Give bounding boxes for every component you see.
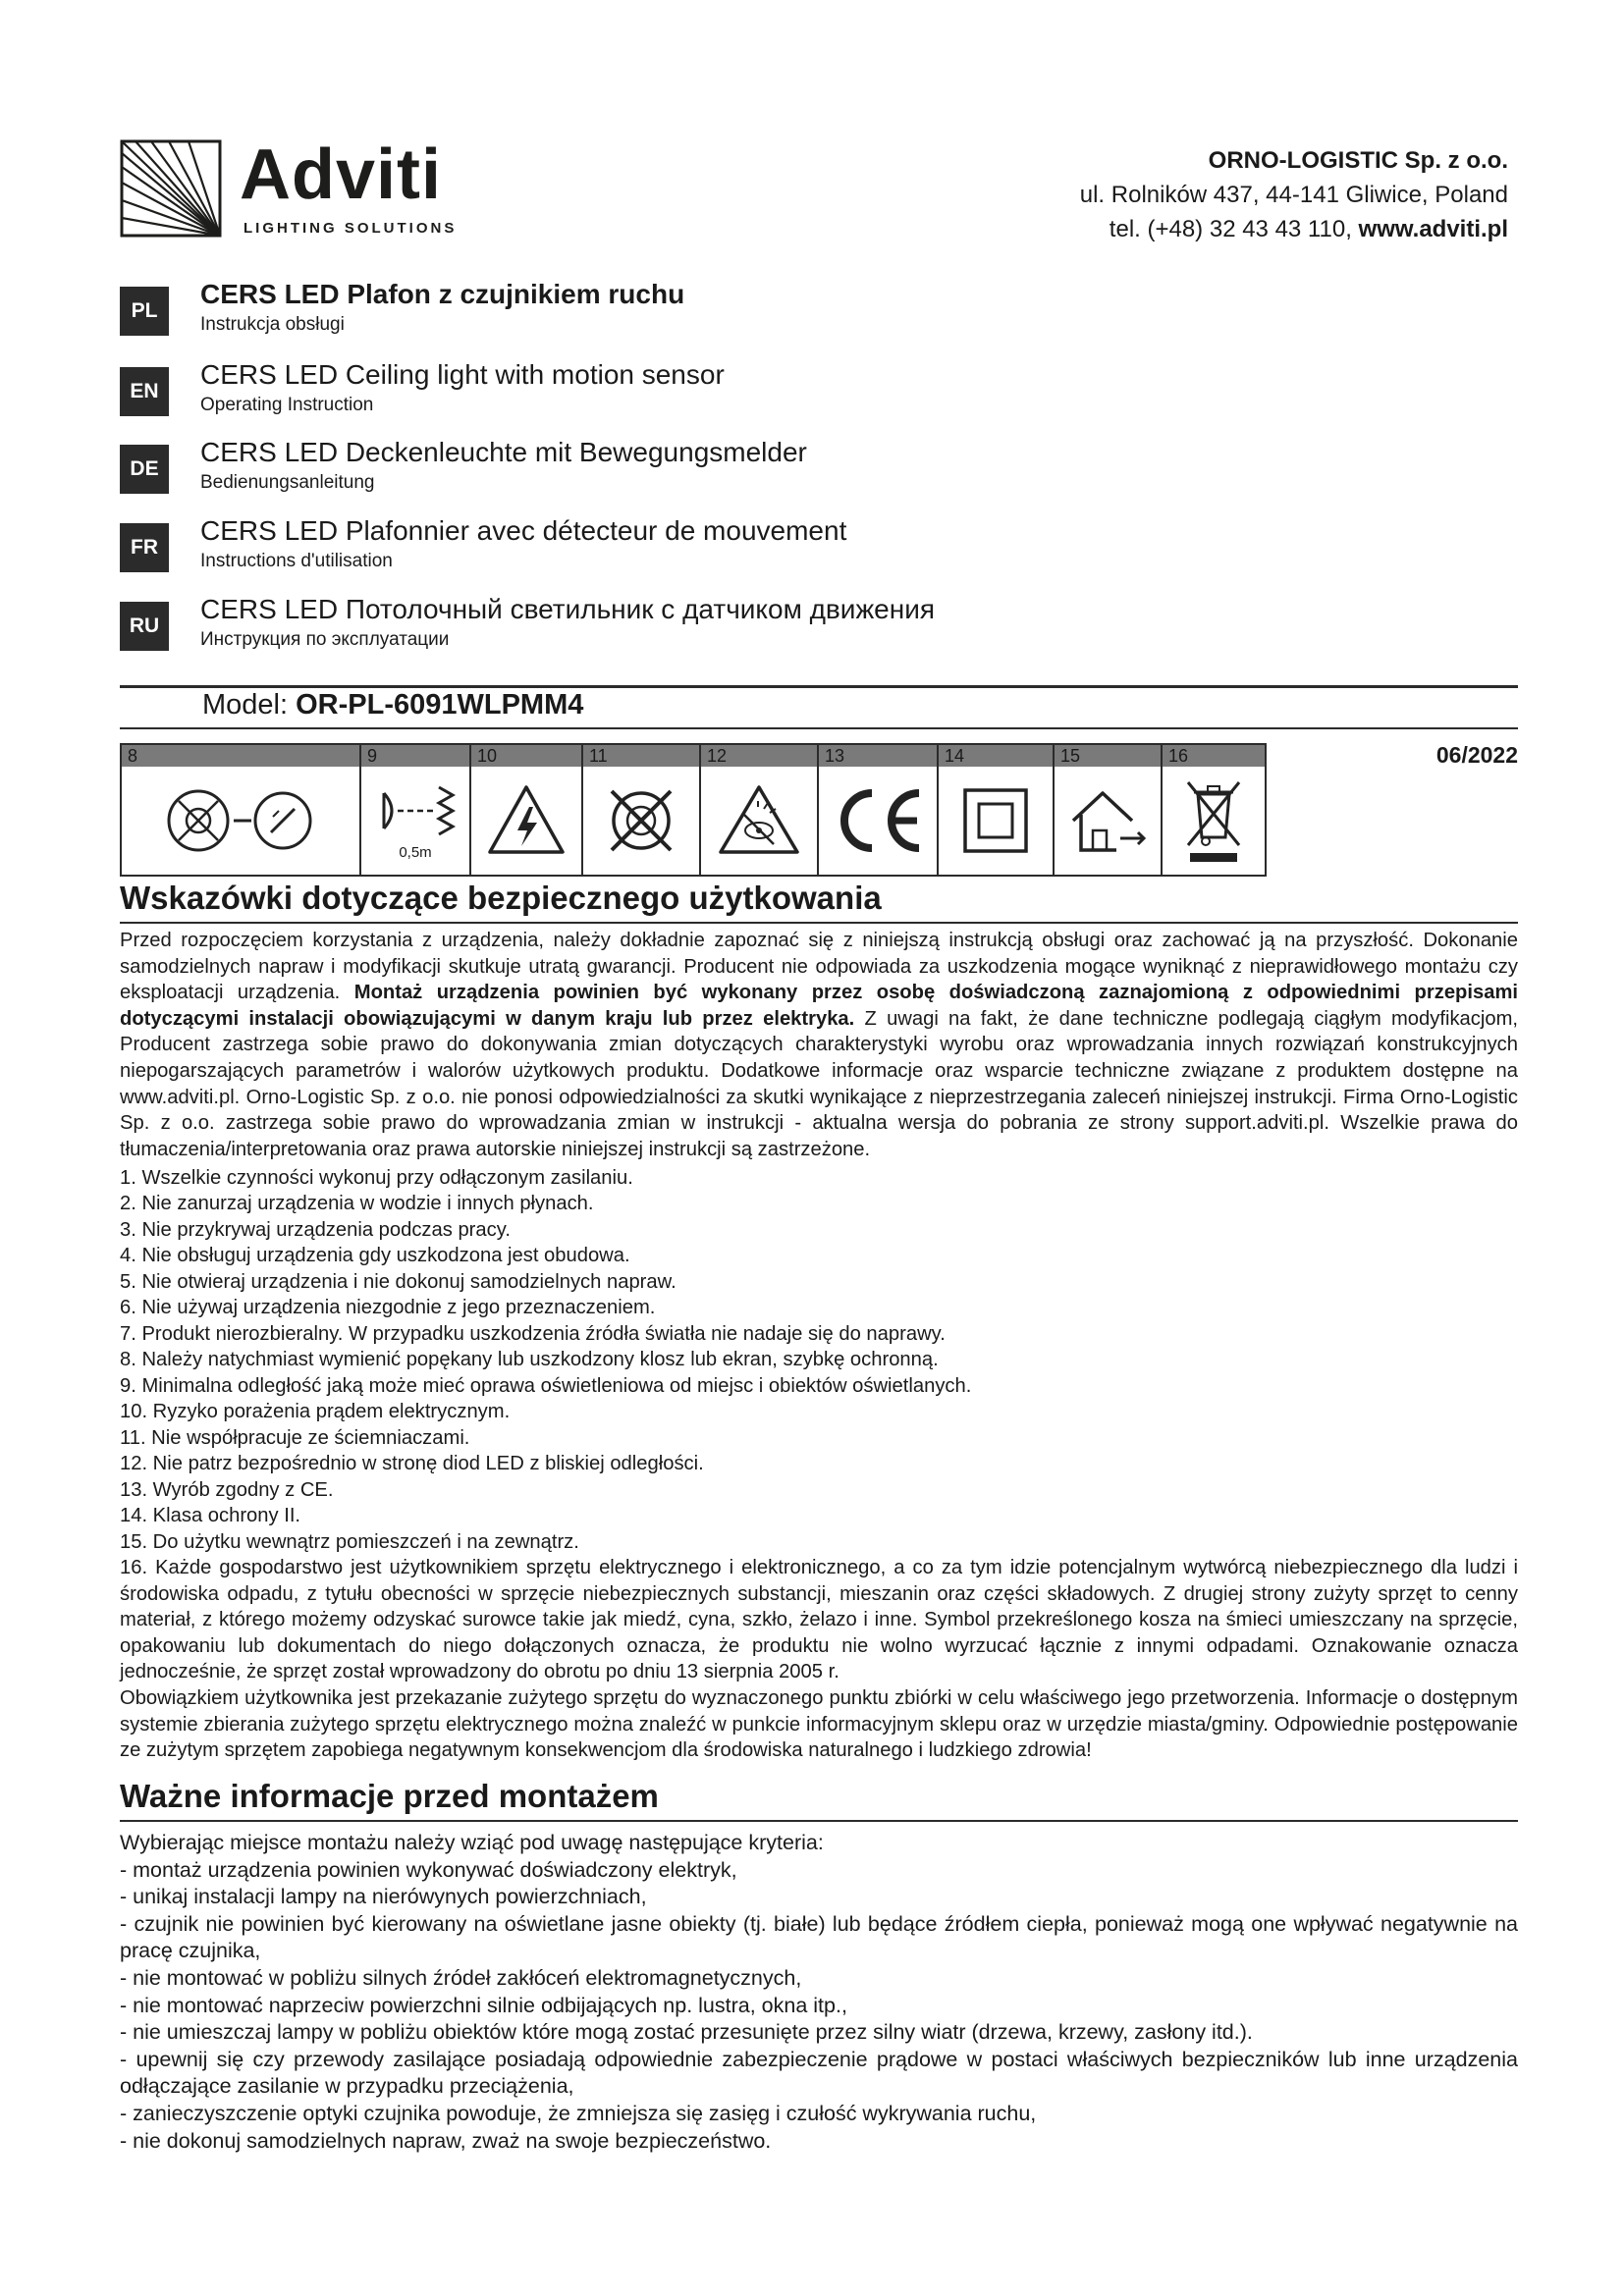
install-item: - unikaj instalacji lampy na nierówynych powierzchniach,: [120, 1885, 647, 1909]
model-label: Model:: [202, 689, 297, 721]
symbol-cell-12: [699, 745, 817, 875]
symbol-cell-10: [469, 745, 581, 875]
divider: [120, 727, 1518, 729]
weee-bin-icon: [1182, 776, 1245, 865]
language-row-ru: [120, 596, 1298, 659]
language-badge: PL: [120, 287, 169, 336]
company-name: ORNO-LOGISTIC Sp. z o.o.: [1208, 147, 1508, 174]
product-subtitle: Operating Instruction: [200, 395, 374, 415]
language-row-pl: [120, 281, 1298, 344]
language-row-en: [120, 361, 1298, 424]
install-intro: Wybierając miejsce montażu należy wziąć pod uwagę następujące kryteria:: [120, 1831, 824, 1854]
product-title: CERS LED Ceiling light with motion sensor: [200, 359, 725, 390]
safety-item-16: 16. Każde gospodarstwo jest użytkownikiem sprzętu elektrycznego i elektronicznego, a co za tym idzie potencjalnym wytwórcą niebezpiecznego dla ludzi i środowiska odpadu, z tytułu obecności w sprzęcie niebezpiecznych substancji, mieszanin oraz części składowych. Z drugiej strony zużyty sprzęt to cenny materiał, z którego możemy odzyskać surowce takie jak miedź, cyna, szkło, żelazo i inne. Symbol przekreślonego kosza na śmieci umieszczany na sprzęcie, opakowaniu lub dokumentach do niego dołączonych oznacza, że produktu nie wolno wyrzucać łącznie z innymi odpadami. Oznakowanie oznacza jednocześnie, że sprzęt został wprowadzony do obrotu po dniu 13 sierpnia 2005 r.: [120, 1557, 1518, 1683]
product-subtitle: Bedienungsanleitung: [200, 472, 375, 493]
symbol-number: 14: [939, 745, 1053, 767]
install-item: - czujnik nie powinien być kierowany na oświetlane jasne obiekty (tj. białe) lub będące źródłem ciepła, ponieważ mogą one wpływać negatywnie na pracę czujnika,: [120, 1911, 1518, 1963]
safety-item: 6. Nie używaj urządzenia niezgodnie z jego przeznaczeniem.: [120, 1297, 656, 1318]
safety-intro-bold: Montaż urządzenia powinien być wykonany przez osobę doświadczoną zaznajomioną z odpowiednimi przepisami dotyczącymi instalacji obowiązującymi w danym kraju lub przez elektryka.: [120, 982, 1518, 1030]
install-item: - upewnij się czy przewody zasilające posiadają odpowiednie zabezpieczenie prądowe w postaci właściwych bezpieczników lub inne urządzenia odłączające zasilanie w przypadku przeciążenia,: [120, 2047, 1518, 2099]
brand-tagline: LIGHTING SOLUTIONS: [244, 220, 458, 237]
product-subtitle: Инструкция по эксплуатации: [200, 629, 450, 650]
product-subtitle: Instrukcja obsługi: [200, 314, 345, 335]
electric-shock-warning-icon: [484, 781, 568, 860]
safety-intro-part2: Z uwagi na fakt, że dane techniczne podlegają ciągłym modyfikacjom, Producent zastrzega sobie prawo do dokonywania zmian dotyczących charakterystyki wyrobu oraz wprowadzania innych rozwiązań konstrukcyjnych niepogarszających parametrów i walorów użytkowych produktu. Dodatkowe informacje oraz wsparcie techniczne związane z produktem dostępne na www.adviti.pl. Orno-Logistic Sp. z o.o. nie ponosi odpowiedzialności za skutki wynikające z nieprzestrzegania zaleceń niniejszej instrukcji. Firma Orno-Logistic Sp. z o.o. zastrzega sobie prawo do wprowadzania zmian w instrukcji - aktualna wersja do pobrania ze strony support.adviti.pl. Wszelkie prawa do tłumaczenia/interpretowania oraz prawa autorskie niniejszej instrukcji są zastrzeżone.: [120, 1007, 1518, 1160]
safety-item: 10. Ryzyko porażenia prądem elektrycznym.: [120, 1401, 511, 1422]
product-title: CERS LED Plafonnier avec détecteur de mouvement: [200, 515, 847, 546]
safety-item: 14. Klasa ochrony II.: [120, 1505, 301, 1526]
safety-item: 12. Nie patrz bezpośrednio w stronę diod LED z bliskiej odległości.: [120, 1453, 704, 1474]
document-date: 06/2022: [1435, 742, 1518, 768]
safety-intro-paragraph: [120, 928, 1518, 1162]
symbol-number: 16: [1163, 745, 1265, 767]
protection-class-ii-icon: [961, 786, 1030, 855]
product-title: CERS LED Deckenleuchte mit Bewegungsmelder: [200, 437, 807, 467]
install-item: - nie montować w pobliżu silnych źródeł zakłóceń elektromagnetycznych,: [120, 1965, 802, 1990]
weee-paragraph: Obowiązkiem użytkownika jest przekazanie zużytego sprzętu do wyznaczonego punktu zbiórki w celu właściwego jego przetworzenia. Informacje o dostępnym systemie zbierania zużytego sprzętu elektrycznego można znaleźć w punkcie informacyjnym sklepu oraz w urzędzie miasta/gminy. Odpowiednie postępowanie ze zużytym sprzętem zapobiega negatywnym konsekwencjom dla środowiska naturalnego i ludzkiego zdrowia!: [120, 1687, 1518, 1762]
safety-item: 15. Do użytku wewnątrz pomieszczeń i na zewnątrz.: [120, 1531, 579, 1553]
symbol-cell-9: [359, 745, 469, 875]
install-item: - nie umieszczaj lampy w pobliżu obiektów które mogą zostać przesunięte przez silny wiatr (drzewa, krzewy, zasłony itd.).: [120, 2020, 1253, 2045]
install-section-title: Ważne informacje przed montażem: [120, 1778, 659, 1814]
language-badge: DE: [120, 445, 169, 494]
symbol-number: 8: [122, 745, 359, 767]
symbol-number: 12: [701, 745, 817, 767]
safety-section-title: Wskazówki dotyczące bezpiecznego użytkowania: [120, 880, 882, 916]
safety-item: 7. Produkt nierozbieralny. W przypadku uszkodzenia źródła światła nie nadaje się do naprawy.: [120, 1323, 946, 1345]
symbol-number: 15: [1055, 745, 1161, 767]
model-number: OR-PL-6091WLPMM4: [296, 689, 584, 721]
ce-mark-icon: [829, 783, 927, 858]
divider: [120, 922, 1518, 924]
symbol-number: 10: [471, 745, 581, 767]
distance-0-5m-icon: [370, 781, 460, 842]
install-item: - nie dokonuj samodzielnych napraw, zważ na swoje bezpieczeństwo.: [120, 2128, 772, 2153]
company-phone: tel. (+48) 32 43 43 110,: [1109, 216, 1359, 242]
symbol-cell-8: [122, 745, 359, 875]
safety-item: 5. Nie otwieraj urządzenia i nie dokonuj samodzielnych napraw.: [120, 1271, 677, 1293]
symbol-cell-11: [581, 745, 699, 875]
symbol-cell-13: [817, 745, 937, 875]
language-badge: FR: [120, 523, 169, 572]
language-badge: RU: [120, 602, 169, 651]
safety-item: 2. Nie zanurzaj urządzenia w wodzie i innych płynach.: [120, 1193, 594, 1214]
indoor-outdoor-use-icon: [1065, 783, 1150, 858]
safety-item: 4. Nie obsługuj urządzenia gdy uszkodzona jest obudowa.: [120, 1245, 630, 1266]
symbol-cell-14: [937, 745, 1053, 875]
product-subtitle: Instructions d'utilisation: [200, 551, 393, 571]
no-dimmer-icon: [600, 781, 682, 860]
safety-item: 1. Wszelkie czynności wykonuj przy odłączonym zasilaniu.: [120, 1167, 633, 1189]
brand-name: Adviti: [240, 135, 443, 214]
install-item: - nie montować naprzeciw powierzchni silnie odbijających np. lustra, okna itp.,: [120, 1993, 847, 2017]
install-criteria: [120, 1830, 1518, 2155]
divider: [120, 685, 1518, 688]
safety-item: 11. Nie współpracuje ze ściemniaczami.: [120, 1427, 470, 1449]
adviti-logo-mark-icon: [120, 139, 222, 238]
company-contact: [1080, 212, 1508, 246]
language-row-de: [120, 439, 1298, 502]
install-item: - montaż urządzenia powinien wykonywać doświadczony elektryk,: [120, 1857, 737, 1882]
product-title: CERS LED Потолочный светильник с датчиком движения: [200, 594, 936, 624]
language-row-fr: [120, 517, 1298, 580]
divider: [120, 1820, 1518, 1822]
symbol-cell-15: [1053, 745, 1161, 875]
do-not-look-at-led-icon: [715, 781, 803, 860]
safety-item: 3. Nie przykrywaj urządzenia podczas pracy.: [120, 1219, 511, 1241]
mounting-distance-icon: [157, 781, 324, 860]
symbol-strip: [120, 743, 1267, 877]
symbol-number: 13: [819, 745, 937, 767]
model-line: [202, 689, 583, 721]
install-item: - zanieczyszczenie optyki czujnika powoduje, że zmniejsza się zasięg i czułość wykrywania ruchu,: [120, 2101, 1037, 2125]
safety-item: 8. Należy natychmiast wymienić popękany lub uszkodzony klosz lub ekran, szybkę ochronną.: [120, 1349, 939, 1370]
company-website: www.adviti.pl: [1358, 216, 1508, 242]
company-info: [1080, 143, 1508, 246]
distance-caption: 0,5m: [399, 843, 432, 861]
symbol-number: 9: [361, 745, 469, 767]
company-address: ul. Rolników 437, 44-141 Gliwice, Poland: [1079, 182, 1508, 208]
safety-intro-part1: Przed rozpoczęciem korzystania z urządzenia, należy dokładnie zapoznać się z niniejszą instrukcją obsługi oraz zachować ją na przyszłość. Dokonanie samodzielnych napraw i modyfikacji skutkuje utratą gwarancji. Producent nie odpowiada za uszkodzenia mogące wyniknąć z nieprawidłowego montażu czy eksploatacji urządzenia.: [120, 930, 1518, 1004]
safety-item: 13. Wyrób zgodny z CE.: [120, 1479, 334, 1501]
language-badge: EN: [120, 367, 169, 416]
product-title: CERS LED Plafon z czujnikiem ruchu: [200, 279, 685, 309]
symbol-cell-16: [1161, 745, 1265, 875]
safety-item: 9. Minimalna odległość jaką może mieć oprawa oświetleniowa od miejsc i obiektów oświetlanych.: [120, 1375, 972, 1397]
symbol-number: 11: [583, 745, 699, 767]
